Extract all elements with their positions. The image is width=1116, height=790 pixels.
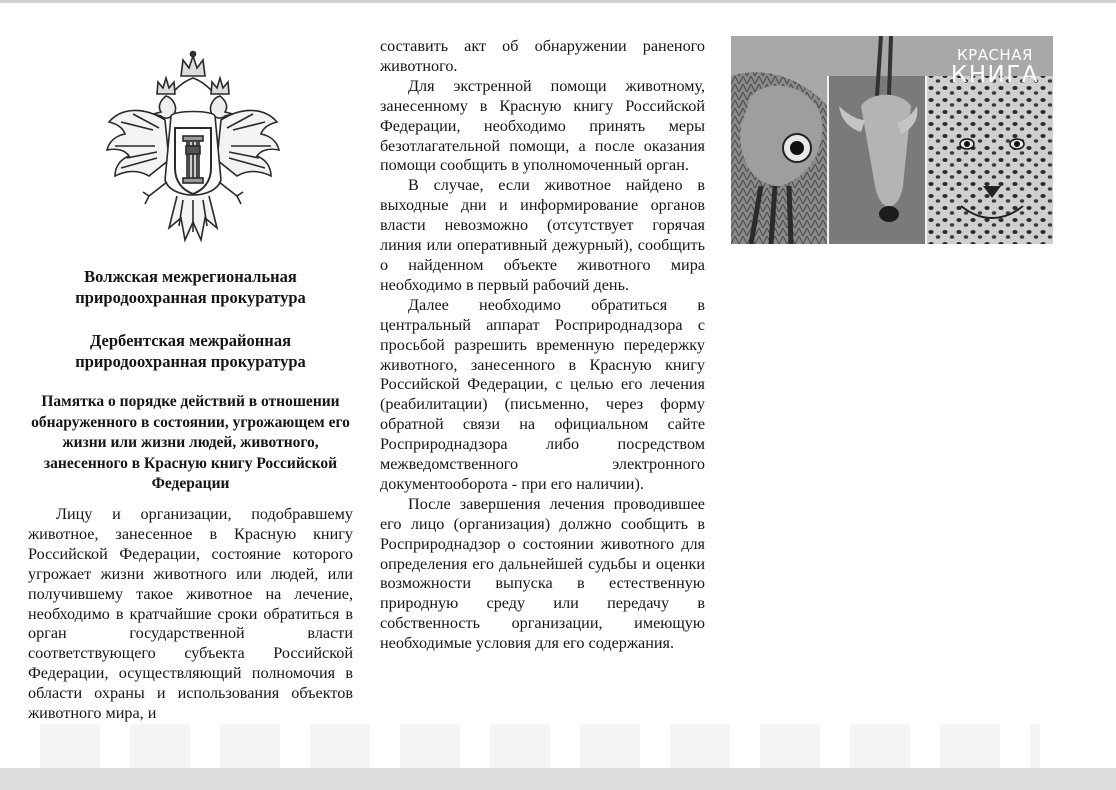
paragraph: В случае, если животное найдено в выходные дни и информирование органов власти невозможно (отсутствует горячая линия или оперативный дежурный), сообщить о найденном объекте животного мира необходимо в первый рабочий день. bbox=[380, 176, 705, 294]
top-border bbox=[0, 0, 1116, 3]
prosecutor-eagle-emblem-icon bbox=[103, 50, 283, 248]
column1-text bbox=[28, 505, 353, 724]
book-title bbox=[951, 48, 1039, 87]
org-title-derbent: Дербентская межрайонная природоохранная прокуратура bbox=[75, 331, 306, 371]
memo-title: Памятка о порядке действий в отношении обнаруженного в состоянии, угрожающем его жизни или жизни людей, животного, занесенного в Красную книгу Российской Федерации bbox=[31, 393, 350, 493]
scan-bleed-through bbox=[40, 724, 1040, 774]
book-title-line-1: КРАСНАЯ bbox=[957, 46, 1033, 64]
column2-text bbox=[380, 37, 705, 654]
paragraph-continuation: составить акт об обнаружении раненого животного. bbox=[380, 37, 705, 75]
paragraph: Для экстренной помощи животному, занесенному в Красную книгу Российской Федерации, необходимо принять меры безотлагательной помощи, а после оказания помощи сообщить в уполномоченный орган. bbox=[380, 76, 705, 175]
red-book-image bbox=[731, 36, 1053, 244]
paragraph: После завершения лечения проводившее его лицо (организация) должно сообщить в Росприроднадзор о состоянии животного для определения его дальнейшей судьбы и оценки возможности выпуска в естественную природную среду или передачу в собственность организации, имеющую необходимые условия для его содержания. bbox=[380, 494, 705, 653]
paragraph: Лицу и организации, подобравшему животное, занесенное в Красную книгу Российской Федерации, состояние которого угрожает жизни животного или людей, или получившему такое животное на лечение, необходимо в кратчайшие сроки обратиться в орган государственной власти соответствующего субъекта Российской Федерации, осуществляющий полномочия в области охраны и использования объектов животного мира, и bbox=[28, 505, 353, 723]
scan-bottom-edge bbox=[0, 768, 1116, 790]
book-title-line-2: КНИГА bbox=[950, 62, 1039, 88]
org-title-volga: Волжская межрегиональная природоохранная прокуратура bbox=[75, 267, 306, 307]
paragraph: Далее необходимо обратиться в центральный аппарат Росприроднадзора с просьбой разрешить временную передержку животного, занесенного в Красную книгу Российской Федерации, с целью его лечения (реабилитации) (письменно, через форму обратной связи на официальном сайте Росприроднадзора либо посредством межведомственного электронного документооборота - при его наличии). bbox=[380, 295, 705, 493]
